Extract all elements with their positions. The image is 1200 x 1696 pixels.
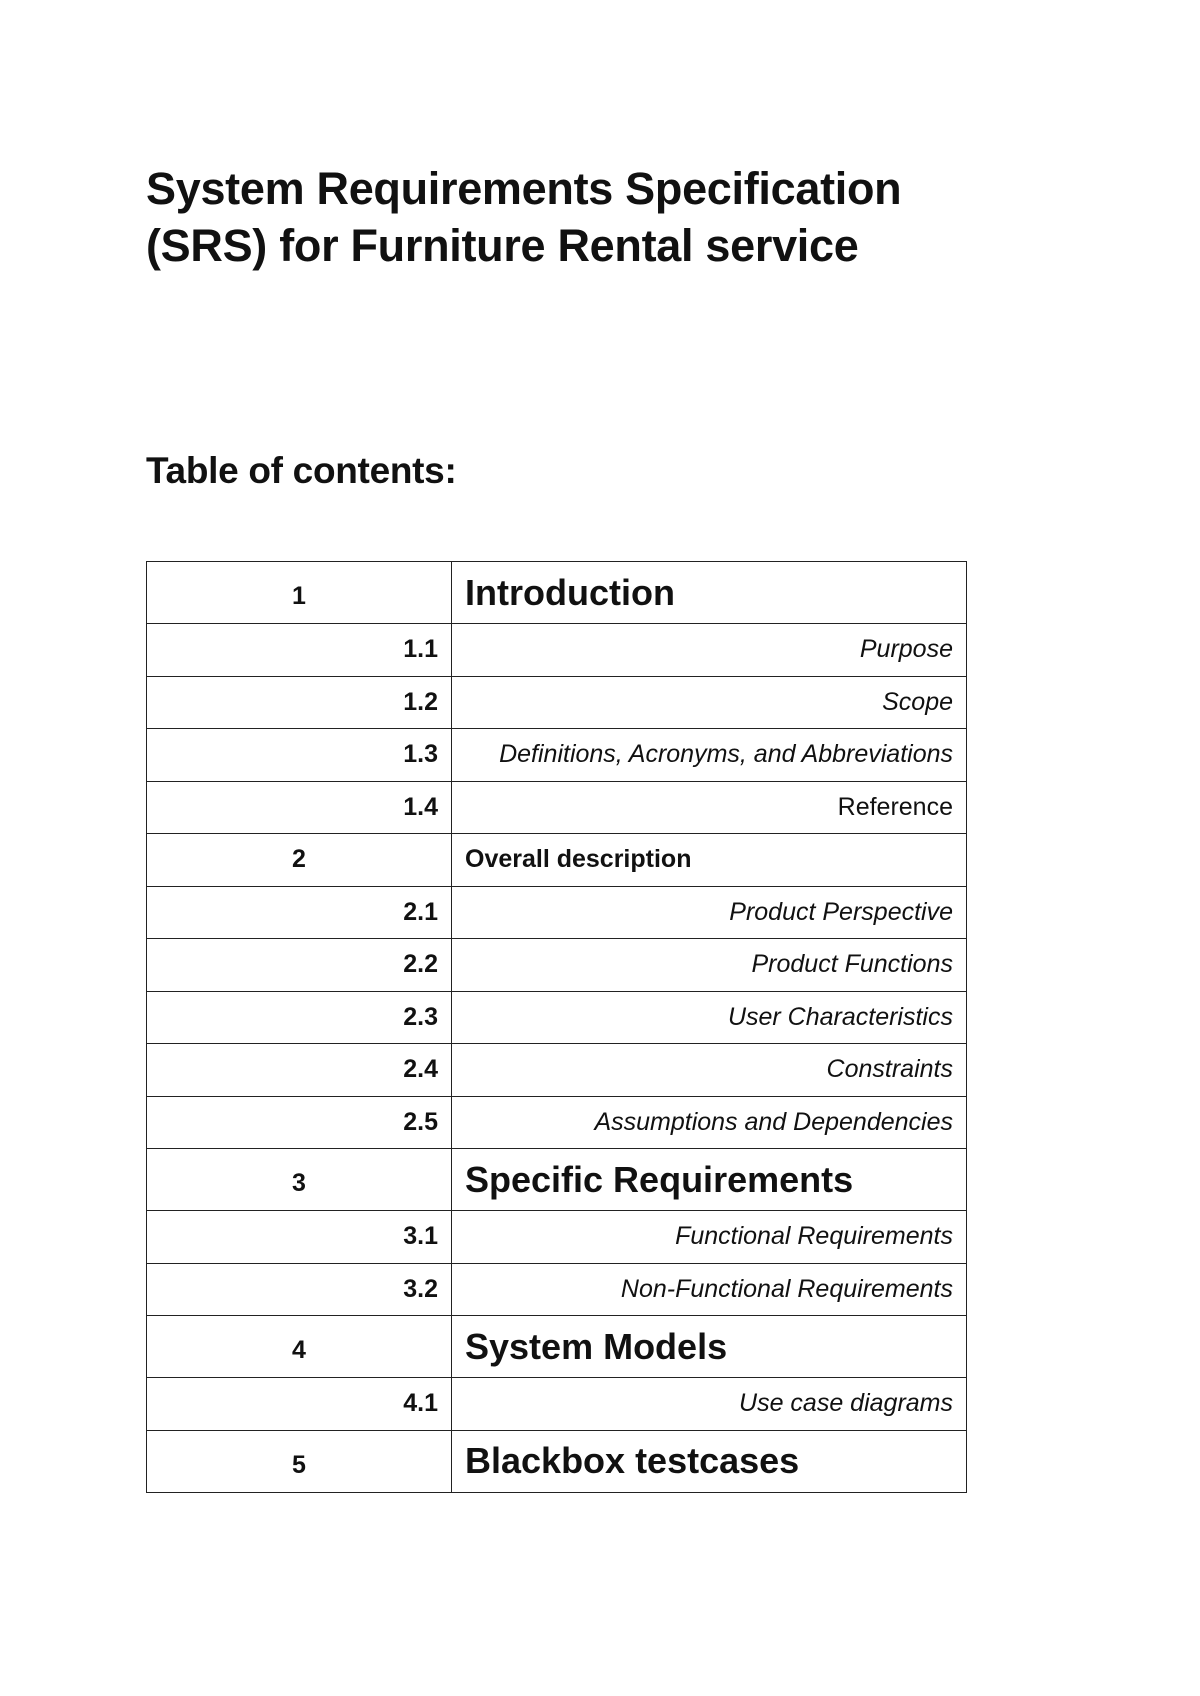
toc-row-2-3	[147, 991, 967, 1044]
toc-number: 4	[147, 1316, 452, 1378]
toc-title: Assumptions and Dependencies	[452, 1096, 967, 1149]
toc-row-5	[147, 1430, 967, 1492]
table-of-contents	[146, 561, 967, 1493]
toc-row-4-1	[147, 1378, 967, 1431]
toc-title: Introduction	[452, 562, 967, 624]
toc-number: 2	[147, 834, 452, 887]
toc-number: 3	[147, 1149, 452, 1211]
toc-title: Constraints	[452, 1044, 967, 1097]
toc-number: 1.2	[147, 676, 452, 729]
toc-row-1-1	[147, 624, 967, 677]
toc-title: Definitions, Acronyms, and Abbreviations	[452, 729, 967, 782]
toc-title: System Models	[452, 1316, 967, 1378]
toc-row-3	[147, 1149, 967, 1211]
document-title-line-2: (SRS) for Furniture Rental service	[146, 220, 859, 271]
toc-row-1-2	[147, 676, 967, 729]
toc-row-2	[147, 834, 967, 887]
toc-title: Product Functions	[452, 939, 967, 992]
toc-number: 3.1	[147, 1211, 452, 1264]
toc-title: Functional Requirements	[452, 1211, 967, 1264]
toc-number: 2.2	[147, 939, 452, 992]
toc-row-1-3	[147, 729, 967, 782]
toc-title: User Characteristics	[452, 991, 967, 1044]
toc-row-2-1	[147, 886, 967, 939]
toc-row-3-2	[147, 1263, 967, 1316]
toc-title: Reference	[452, 781, 967, 834]
toc-number: 2.1	[147, 886, 452, 939]
toc-title: Purpose	[452, 624, 967, 677]
toc-number: 1	[147, 562, 452, 624]
toc-title: Non-Functional Requirements	[452, 1263, 967, 1316]
toc-number: 2.5	[147, 1096, 452, 1149]
toc-heading: Table of contents:	[146, 450, 457, 491]
toc-number: 5	[147, 1430, 452, 1492]
toc-row-2-4	[147, 1044, 967, 1097]
toc-number: 2.4	[147, 1044, 452, 1097]
toc-number: 1.1	[147, 624, 452, 677]
toc-title: Overall description	[452, 834, 967, 887]
toc-row-1	[147, 562, 967, 624]
toc-title: Blackbox testcases	[452, 1430, 967, 1492]
toc-row-3-1	[147, 1211, 967, 1264]
document-title-line-1: System Requirements Specification	[146, 163, 902, 214]
document-title	[146, 160, 1046, 274]
toc-number: 3.2	[147, 1263, 452, 1316]
toc-number: 4.1	[147, 1378, 452, 1431]
toc-row-4	[147, 1316, 967, 1378]
toc-title: Scope	[452, 676, 967, 729]
toc-number: 1.4	[147, 781, 452, 834]
toc-title: Specific Requirements	[452, 1149, 967, 1211]
toc-title: Use case diagrams	[452, 1378, 967, 1431]
toc-number: 1.3	[147, 729, 452, 782]
toc-row-2-5	[147, 1096, 967, 1149]
toc-title: Product Perspective	[452, 886, 967, 939]
toc-row-2-2	[147, 939, 967, 992]
toc-row-1-4	[147, 781, 967, 834]
toc-number: 2.3	[147, 991, 452, 1044]
